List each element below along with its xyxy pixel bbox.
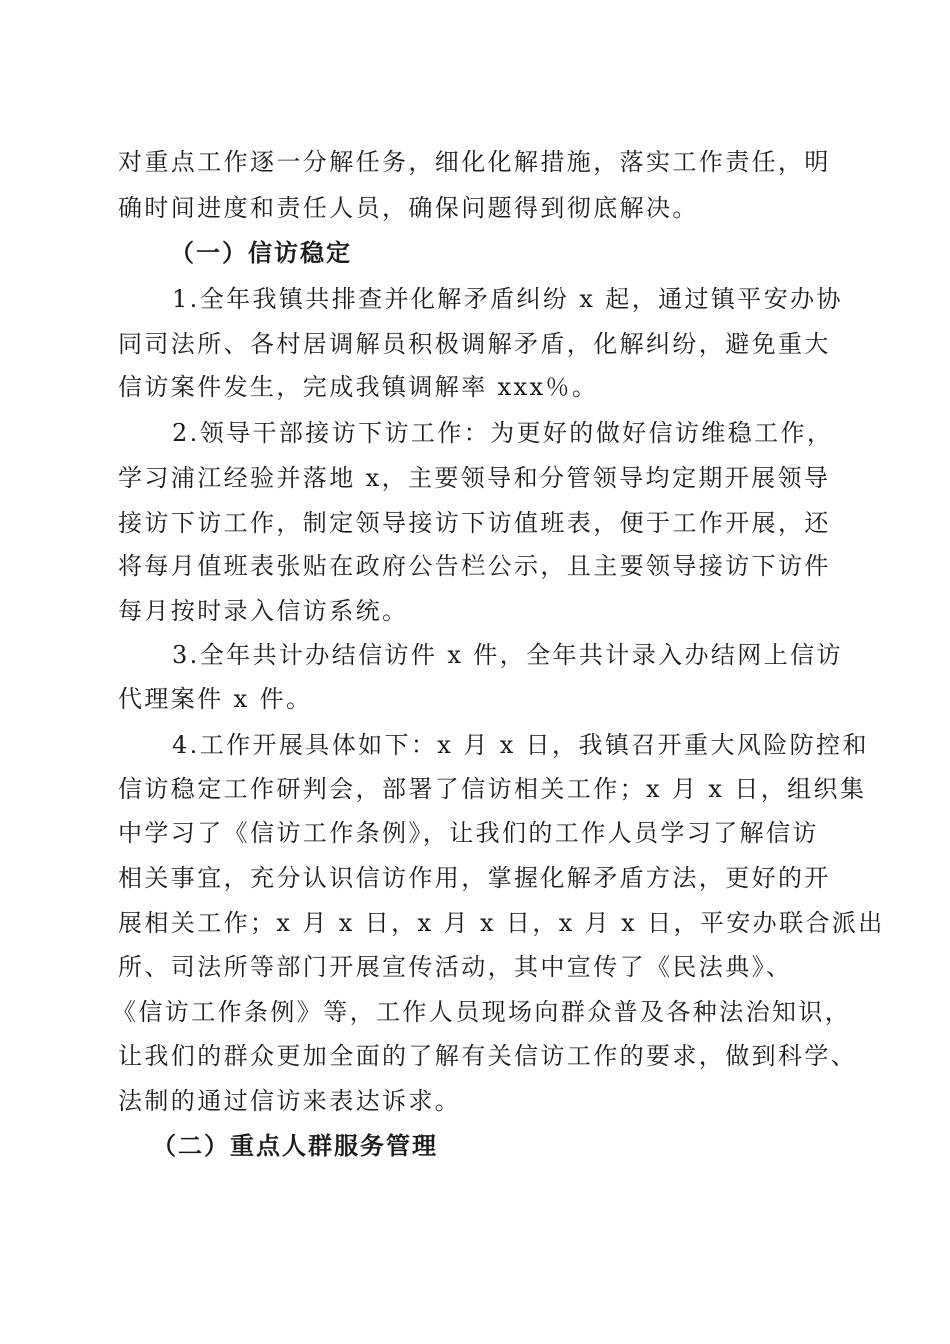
paragraph-line: 代理案件 x 件。 — [118, 685, 313, 713]
paragraph-line: 展相关工作；x 月 x 日，x 月 x 日，x 月 x 日，平安办联合派出 — [118, 909, 885, 937]
paragraph-line: 确时间进度和责任人员，确保问题得到彻底解决。 — [118, 194, 699, 222]
paragraph-line: 对重点工作逐一分解任务，细化化解措施，落实工作责任，明 — [118, 148, 831, 176]
paragraph-line: 同司法所、各村居调解员积极调解矛盾，化解纠纷，避免重大 — [118, 330, 831, 358]
paragraph-line: 中学习了《信访工作条例》，让我们的工作人员学习了解信访 — [118, 819, 819, 847]
paragraph-line: 相关事宜，充分认识信访作用，掌握化解矛盾方法，更好的开 — [118, 864, 831, 892]
paragraph-line: 学习浦江经验并落地 x，主要领导和分管领导均定期开展领导 — [118, 464, 831, 492]
section-heading: （一）信访稳定 — [170, 238, 352, 267]
paragraph-line: 法制的通过信访来表达诉求。 — [118, 1087, 462, 1115]
section-heading: （二）重点人群服务管理 — [152, 1131, 438, 1160]
paragraph-line: 1.全年我镇共排查并化解矛盾纠纷 x 起，通过镇平安办协 — [172, 285, 843, 313]
paragraph-line: 2.领导干部接访下访工作：为更好的做好信访维稳工作， — [172, 419, 834, 447]
paragraph-line: 3.全年共计办结信访件 x 件，全年共计录入办结网上信访 — [172, 641, 843, 669]
paragraph-line: 《信访工作条例》等，工作人员现场向群众普及各种法治知识， — [112, 998, 852, 1026]
paragraph-line: 信访案件发生，完成我镇调解率 xxx％。 — [118, 373, 599, 401]
paragraph-line: 让我们的群众更加全面的了解有关信访工作的要求，做到科学、 — [118, 1042, 858, 1070]
paragraph-line: 每月按时录入信访系统。 — [118, 597, 409, 625]
paragraph-line: 将每月值班表张贴在政府公告栏公示，且主要领导接访下访件 — [118, 552, 831, 580]
paragraph-line: 4.工作开展具体如下：x 月 x 日，我镇召开重大风险防控和 — [172, 731, 869, 759]
paragraph-line: 信访稳定工作研判会，部署了信访相关工作；x 月 x 日，组织集 — [118, 775, 867, 803]
paragraph-line: 所、司法所等部门开展宣传活动，其中宣传了《民法典》、 — [118, 953, 793, 981]
paragraph-line: 接访下访工作，制定领导接访下访值班表，便于工作开展，还 — [118, 509, 831, 537]
